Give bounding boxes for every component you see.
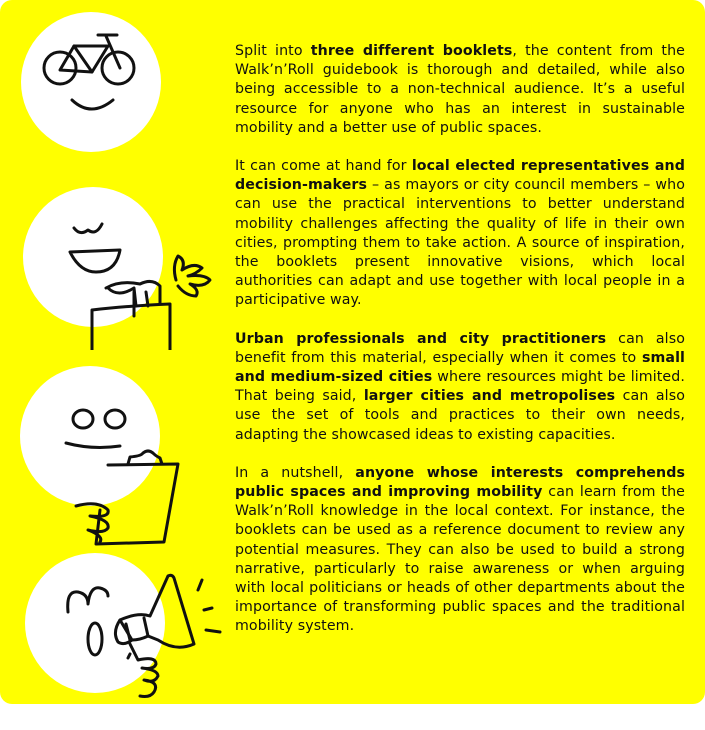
text-run: – as mayors or city council members – who can use the practical interventions to better understand mobility challenges affecting the quality of life in their own cities, prompting them to take action. A source of inspiration, the booklets present innovative visions, which local authorities can adapt and use together with local people in a participative way. <box>235 177 685 309</box>
bold-phrase: small and medium-sized cities <box>235 349 685 386</box>
bold-phrase: three different booklets <box>310 43 513 59</box>
illustrations-column <box>0 0 230 704</box>
text-run: can also benefit from this material, especially when it comes to <box>235 330 685 366</box>
waving-hand-icon <box>174 256 210 296</box>
bold-phrase: Urban professionals and city practitioners <box>235 330 607 347</box>
body-text <box>235 42 685 656</box>
bicycle-smiley-illustration <box>0 0 230 180</box>
text-run: where resources might be limited. That being said, <box>235 369 685 405</box>
text-run: It can come at hand for <box>235 158 412 175</box>
text-run: , the content from the Walk’n’Roll guidebook is thorough and detailed, while also being accessible to a non-technical audience. It’s a useful resource for anyone who has an interest in sustainable mobility and a better use of public spaces. <box>235 43 686 136</box>
text-run: Split into <box>235 43 311 59</box>
paragraph-3 <box>235 330 685 445</box>
bold-phrase: larger cities and metropolises <box>363 388 616 405</box>
paragraph-2 <box>235 157 685 311</box>
hand <box>76 504 108 542</box>
paragraph-4 <box>235 464 685 637</box>
bold-phrase: anyone whose interests comprehends public spaces and improving mobility <box>235 464 685 501</box>
text-run: can also use the set of tools and practices to their own needs, adapting the showcased ideas to existing capacities. <box>235 388 685 443</box>
bold-phrase: local elected representatives and decision-makers <box>235 158 686 194</box>
megaphone-person-illustration <box>0 540 240 704</box>
paragraph-1 <box>235 42 685 138</box>
text-run: can learn from the Walk’n’Roll knowledge in the local context. For instance, the booklets can be used as a reference document to review any potential measures. They can also be used to build a strong narrative, particularly to raise awareness or when arguing with local politicians or heads of other departments about the importance of transforming public spaces and the traditional mobility system. <box>235 484 685 635</box>
clipboard-person-illustration <box>0 350 230 550</box>
text-run: In a nutshell, <box>235 464 356 481</box>
waving-person-illustration <box>0 180 230 350</box>
